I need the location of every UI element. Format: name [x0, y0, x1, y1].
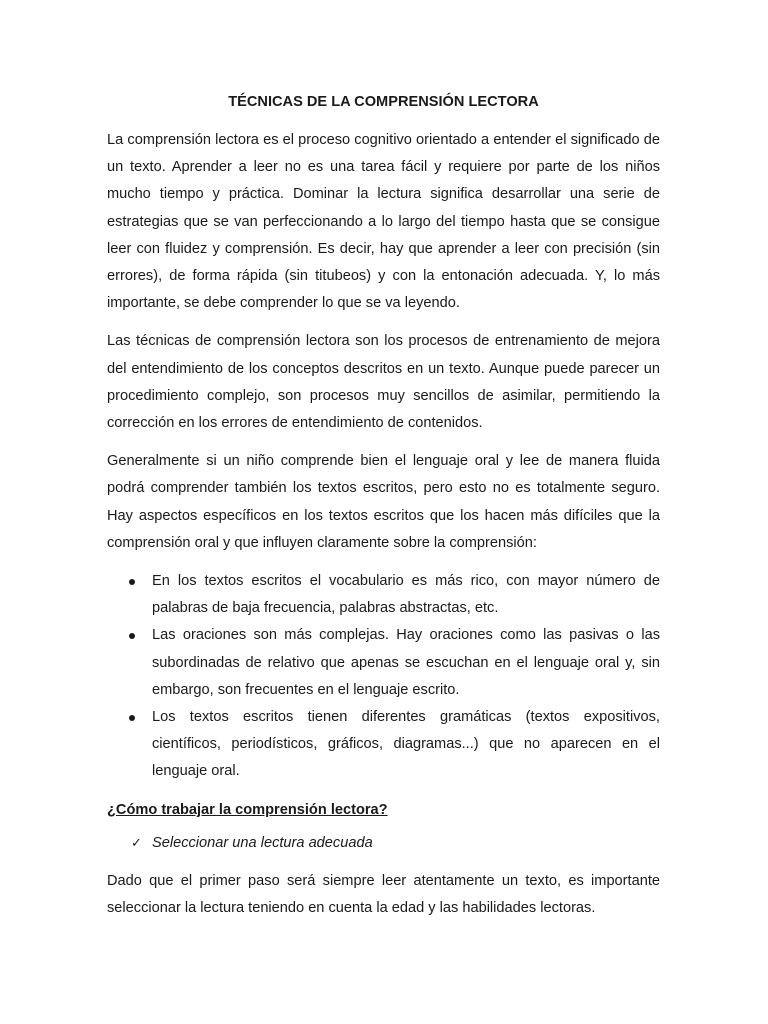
check-list-item-text: Seleccionar una lectura adecuada [152, 834, 373, 851]
bullet-icon [129, 579, 135, 585]
paragraph-oral-vs-written: Generalmente si un niño comprende bien el lenguaje oral y lee de manera fluida podrá comprender también los textos escritos, pero esto no es totalmente seguro. Hay aspectos específicos en los textos escritos que los hacen más difíciles que la comprensión oral y que influyen claramente sobre la comprensión: [107, 453, 660, 551]
bullet-icon [129, 715, 135, 721]
paragraph-techniques: Las técnicas de comprensión lectora son los procesos de entrenamiento de mejora del entendimiento de los conceptos descritos en un texto. Aunque puede parecer un procedimiento complejo, son procesos muy sencillos de asimilar, permitiendo la corrección en los errores de entendimiento de contenidos. [107, 333, 660, 432]
check-icon: ✓ [131, 835, 142, 851]
section-heading: ¿Cómo trabajar la comprensión lectora? [107, 801, 388, 818]
list-item [107, 622, 660, 704]
bullet-list [107, 568, 660, 786]
list-item [107, 568, 660, 622]
paragraph-final: Dado que el primer paso será siempre leer atentamente un texto, es importante seleccionar la lectura teniendo en cuenta la edad y las habilidades lectoras. [107, 873, 660, 917]
list-item-text: Los textos escritos tienen diferentes gramáticas (textos expositivos, científicos, periodísticos, gráficos, diagramas...) que no aparecen en el lenguaje oral. [152, 709, 660, 780]
list-item [107, 704, 660, 786]
list-item-text: Las oraciones son más complejas. Hay oraciones como las pasivas o las subordinadas de relativo que apenas se escuchan en el lenguaje oral y, sin embargo, son frecuentes en el lenguaje escrito. [152, 627, 660, 698]
paragraph-intro: La comprensión lectora es el proceso cognitivo orientado a entender el significado de un texto. Aprender a leer no es una tarea fácil y requiere por parte de los niños mucho tiempo y práctica. Dominar la lectura significa desarrollar una serie de estrategias que se van perfeccionando a lo largo del tiempo hasta que se consigue leer con fluidez y comprensión. Es decir, hay que aprender a leer con precisión (sin errores), de forma rápida (sin titubeos) y con la entonación adecuada. Y, lo más importante, se debe comprender lo que se va leyendo. [107, 132, 660, 312]
bullet-icon [129, 633, 135, 639]
list-item-text: En los textos escritos el vocabulario es más rico, con mayor número de palabras de baja frecuencia, palabras abstractas, etc. [152, 573, 660, 617]
document-title: TÉCNICAS DE LA COMPRENSIÓN LECTORA [228, 94, 539, 110]
document-body [107, 92, 660, 933]
check-list-item [107, 830, 660, 857]
